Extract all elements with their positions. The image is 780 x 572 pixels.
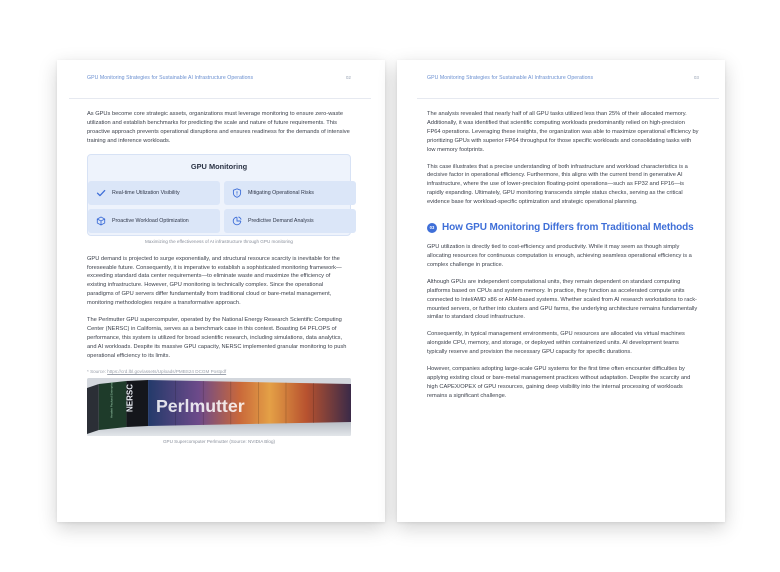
monitoring-item: [88, 209, 220, 233]
photo-text-perlmutter: Perlmutter: [155, 395, 245, 416]
monitoring-item-label: Predictive Demand Analysis: [248, 217, 314, 224]
gpu-monitoring-box: [87, 154, 351, 236]
photo-caption: GPU Supercomputer Perlmutter (Source: NVIDIA Blog): [162, 438, 276, 444]
paragraph-analysis: The analysis revealed that nearly half of all GPU tasks utilized less than 25% of their allocated memory. Additionally, it was identified that scientific computing workloads predominantly relied on high-precision FP64 operations. Leveraging these insights, the organization was able to maximize operational efficiency by prioritizing GPUs with superior FP64 throughput for those specific workloads and consolidating tasks with low memory footprints.: [427, 111, 699, 153]
section-heading: [427, 222, 699, 233]
chart-cycle-icon: [232, 216, 242, 226]
page-header: [69, 72, 371, 99]
monitoring-item-label: Proactive Workload Optimization: [112, 217, 189, 224]
header-title: GPU Monitoring Strategies for Sustainable AI Infrastructure Operations: [427, 75, 594, 81]
cube-icon: [96, 216, 106, 226]
source-prefix: * Source:: [87, 368, 108, 374]
paragraph-perlmutter: The Perlmutter GPU supercomputer, operated by the National Energy Research Scientific Computing Center (NERSC) in California, serves as a benchmark case in this context. Boasting 64 PFLOPS of performance, this system is utilized for broad scientific research, including simulations, data analytics, and AI workloads. Despite its massive GPU capacity, NERSC implemented granular monitoring to push operational efficiency to its limits.: [87, 317, 347, 359]
monitoring-item-label: Real-time Utilization Visibility: [112, 189, 180, 196]
monitoring-item: [88, 181, 220, 205]
monitoring-caption: Maximizing the effectiveness of AI infrastructure through GPU monitoring: [144, 238, 293, 244]
monitoring-item: [224, 181, 356, 205]
monitoring-item: [224, 209, 356, 233]
monitoring-item-label: Mitigating Operational Risks: [248, 189, 314, 196]
right-page: [397, 60, 725, 522]
section-title: How GPU Monitoring Differs from Traditional Methods: [442, 222, 694, 234]
page-header: [417, 72, 719, 99]
paragraph-gpu-demand: GPU demand is projected to surge exponentially, and structural resource scarcity is inevitable for the foreseeable future. Consequently, it is imperative to establish a sophisticated monitoring framework—exceeding standard data center requirements—to eliminate waste and maximize the efficiency of existing infrastructure. However, GPU monitoring is technically complex. Since the operational paradigms of GPU servers differ fundamentally from traditional cloud or bare-metal management, monitoring methodologies require a transformative approach.: [87, 255, 342, 307]
source-link[interactable]: https://crd.lbl.gov/assets/Uploads/PMBS24 DCGM Postpdf: [107, 368, 227, 374]
gpu-monitoring-title: GPU Monitoring: [190, 161, 248, 171]
shield-alert-icon: [232, 188, 242, 198]
header-title: GPU Monitoring Strategies for Sustainable AI Infrastructure Operations: [87, 75, 254, 81]
section-number-badge: 03: [427, 223, 437, 233]
check-icon: [96, 188, 106, 198]
left-page: [57, 60, 385, 522]
paragraph-allocation: Consequently, in typical management environments, GPU resources are allocated via virtual machines alongside CPU, memory, and storage, or deployed within containerized units. AI development teams typically reserve and provision the necessary GPU capacity for specific durations.: [427, 331, 685, 356]
photo-text-nersc: NERSC: [125, 383, 135, 412]
paragraph-utilization: GPU utilization is directly tied to cost-efficiency and productivity. While it may seem as though simply allocating resources for continuous computation is enough, achieving seamless operational efficiency is a complex challenge in practice.: [427, 244, 692, 268]
perlmutter-image: [87, 378, 351, 436]
paragraph-case: This case illustrates that a precise understanding of both infrastructure and workload characteristics is a decisive factor in operational efficiency. Furthermore, this aligns with the current trend in generative AI infrastructure, where the use of lower-precision floating-point operations—such as FP32 and FP16—is rapidly expanding. Ultimately, GPU monitoring transcends simple status checks, serving as the critical evidence base for workload-specific optimization and strategic operational planning.: [427, 163, 688, 206]
photo-text-hpe: Hewlett Packard Enterprise: [109, 381, 114, 418]
page-number: 03: [693, 75, 699, 80]
perlmutter-photo: [87, 378, 351, 436]
paragraph-challenges: However, companies adopting large-scale GPU systems for the first time often encounter difficulties by applying existing cloud or bare-metal management practices without adaptation. Despite the scarcity and high CAPEX/OPEX of GPU resources, gaining deep visibility into the internal processing of workloads remains a significant challenge.: [427, 366, 691, 399]
paragraph-architecture: Although GPUs are independent computational units, they remain dependent on standard computing platforms based on CPUs and system memory. In practice, they function as accelerated compute units connected to Intel/AMD x86 or ARM-based systems. Whether scaled from AI research workstations to rack-mounted servers, or further into clusters and GPU farms, the underlying architecture remains fundamentally similar to standard cloud infrastructure.: [427, 278, 698, 321]
page-number: 02: [345, 75, 351, 80]
source-note: [87, 369, 351, 374]
intro-paragraph: As GPUs become core strategic assets, organizations must leverage monitoring to ensure zero-waste utilization and establish benchmarks for predicting the scale and nature of future requirements. This proactive approach prevents operational disruptions and ensures readiness for the demands of intensive training and inference workloads.: [87, 111, 350, 144]
